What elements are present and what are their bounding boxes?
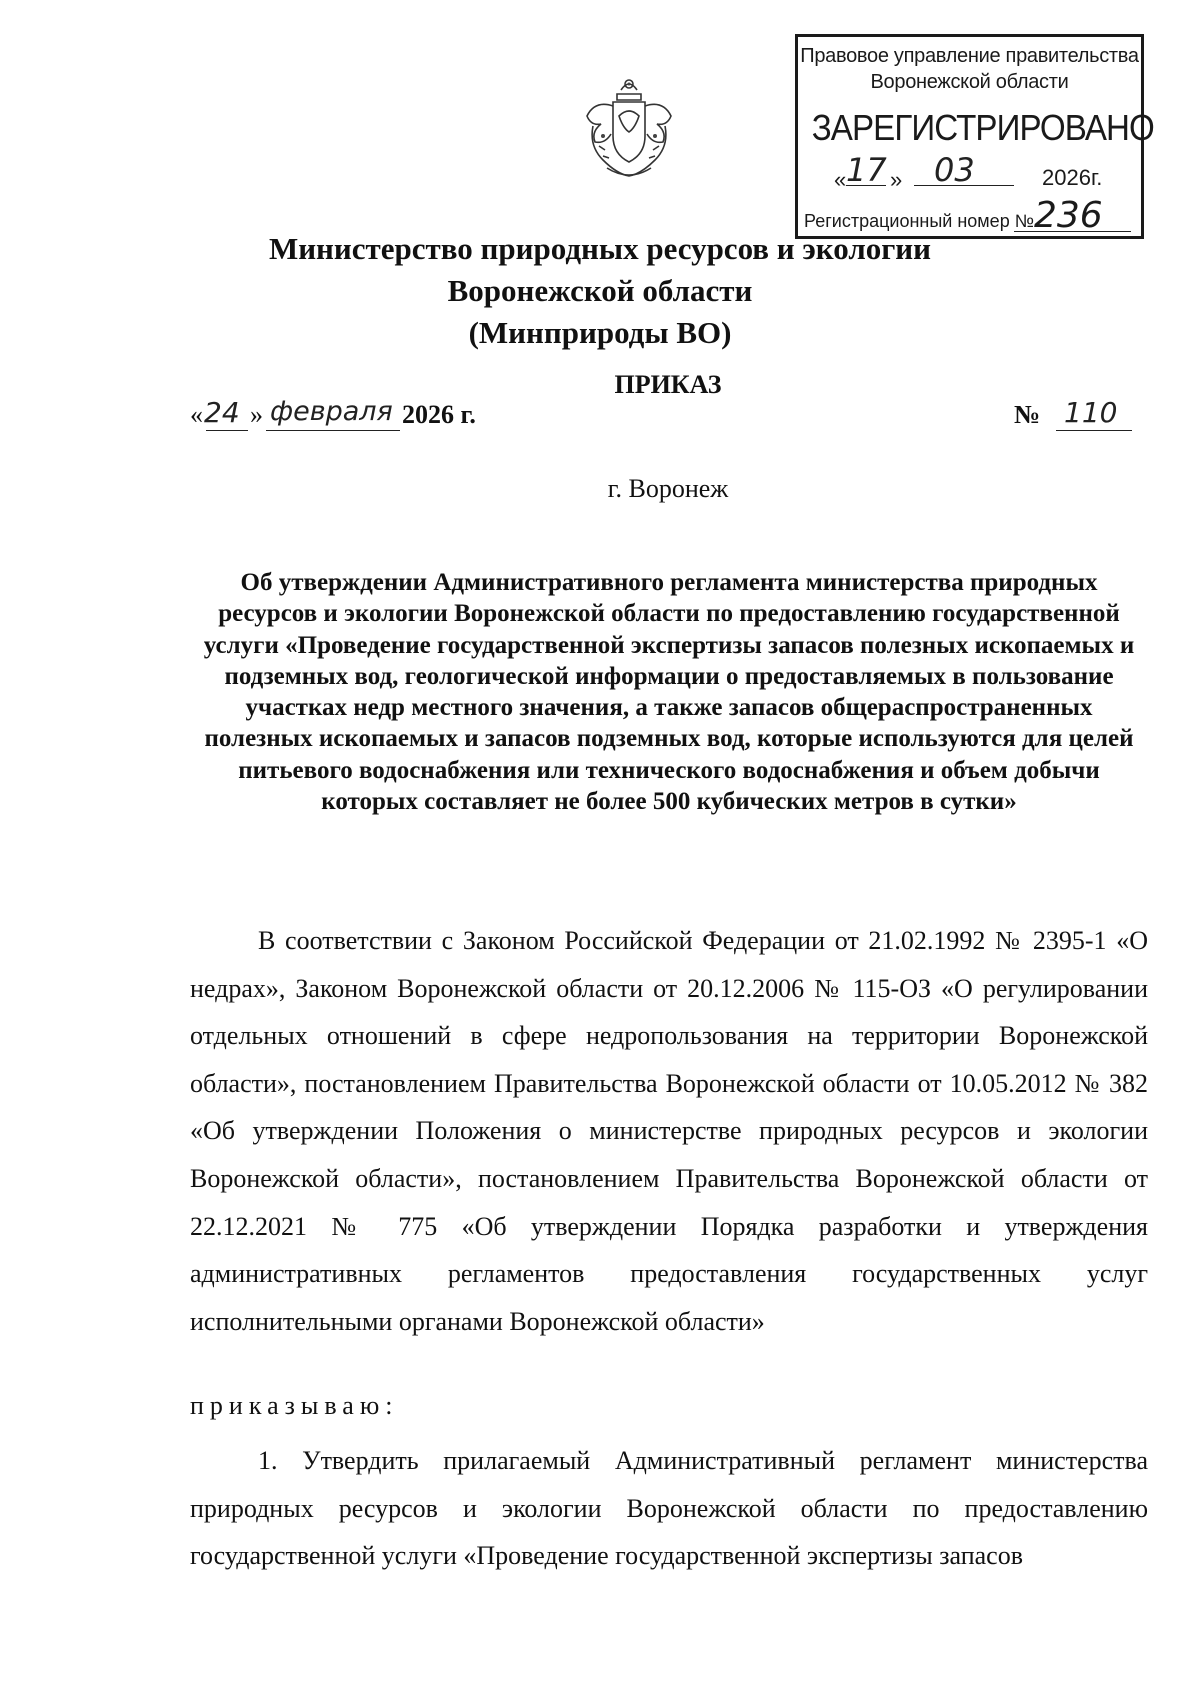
registration-stamp <box>795 34 1154 239</box>
date-quote-open: « <box>190 400 203 429</box>
stamp-quote-open: « <box>834 167 847 192</box>
order-word: приказываю: <box>190 1391 399 1420</box>
stamp-month-handwritten: 03 <box>934 151 975 189</box>
clause-1-paragraph: 1. Утвердить прилагаемый Административный регламент министерства природных ресурсов и экологии Воронежской области по предоставлению государственной услуги «Проведение государственной экспертизы запасов <box>190 1446 1148 1571</box>
coat-of-arms-emblem <box>583 76 675 182</box>
stamp-organization-line1: Правовое управление правительства <box>800 45 1139 67</box>
date-quote-close: » <box>250 400 263 429</box>
stamp-year: 2026г. <box>1042 165 1103 190</box>
document-title: Об утверждении Административного регламента министерства природных ресурсов и экологии Воронежской области по предоставлению государственной услуги «Проведение государственной экспертизы запасов полезных ископаемых и подземных вод, геологической информации о предоставляемых в пользование участках недр местного значения, а также запасов общераспространенных полезных ископаемых и запасов подземных вод, которые используются для целей питьевого водоснабжения или технического водоснабжения и объем добычи которых составляет не более 500 кубических метров в сутки» <box>203 569 1135 816</box>
city-name: г. Воронеж <box>607 474 729 503</box>
order-date <box>190 396 610 440</box>
stamp-organization-line2: Воронежской области <box>870 71 1069 93</box>
date-day-handwritten: 24 <box>204 396 240 429</box>
document-type-heading: ПРИКАЗ <box>614 370 722 399</box>
ministry-name-line3: (Минприроды ВО) <box>468 315 732 350</box>
stamp-number-handwritten: 236 <box>1034 195 1103 236</box>
ministry-name-line2: Воронежской области <box>447 273 753 308</box>
number-sign: № <box>1014 400 1041 429</box>
stamp-quote-close: » <box>890 167 903 192</box>
preamble-paragraph: В соответствии с Законом Российской Федерации от 21.02.1992 № 2395-1 «О недрах», Законом Воронежской области от 20.12.2006 № 115-ОЗ «О регулировании отдельных отношений в сфере недропользования на территории Воронежской области», постановлением Правительства Воронежской области от 10.05.2012 № 382 «Об утверждении Положения о министерстве природных ресурсов и экологии Воронежской области», постановлением Правительства Воронежской области от 22.12.2021 № 775 «Об утверждении Порядка разработки и утверждения административных регламентов предоставления государственных услуг исполнительными органами Воронежской области» <box>190 926 1148 1336</box>
date-year: 2026 г. <box>402 400 476 429</box>
stamp-registered-label: ЗАРЕГИСТРИРОВАНО <box>811 107 1154 148</box>
ministry-name-line1: Министерство природных ресурсов и экологии <box>268 231 932 266</box>
order-number <box>1014 396 1134 440</box>
stamp-day-handwritten: 17 <box>846 151 887 189</box>
order-number-handwritten: 110 <box>1064 396 1118 429</box>
ministry-name <box>0 228 1200 354</box>
stamp-number-label: Регистрационный номер № <box>804 211 1035 231</box>
stamp-date <box>834 151 1131 193</box>
date-month-handwritten: февраля <box>270 396 393 427</box>
